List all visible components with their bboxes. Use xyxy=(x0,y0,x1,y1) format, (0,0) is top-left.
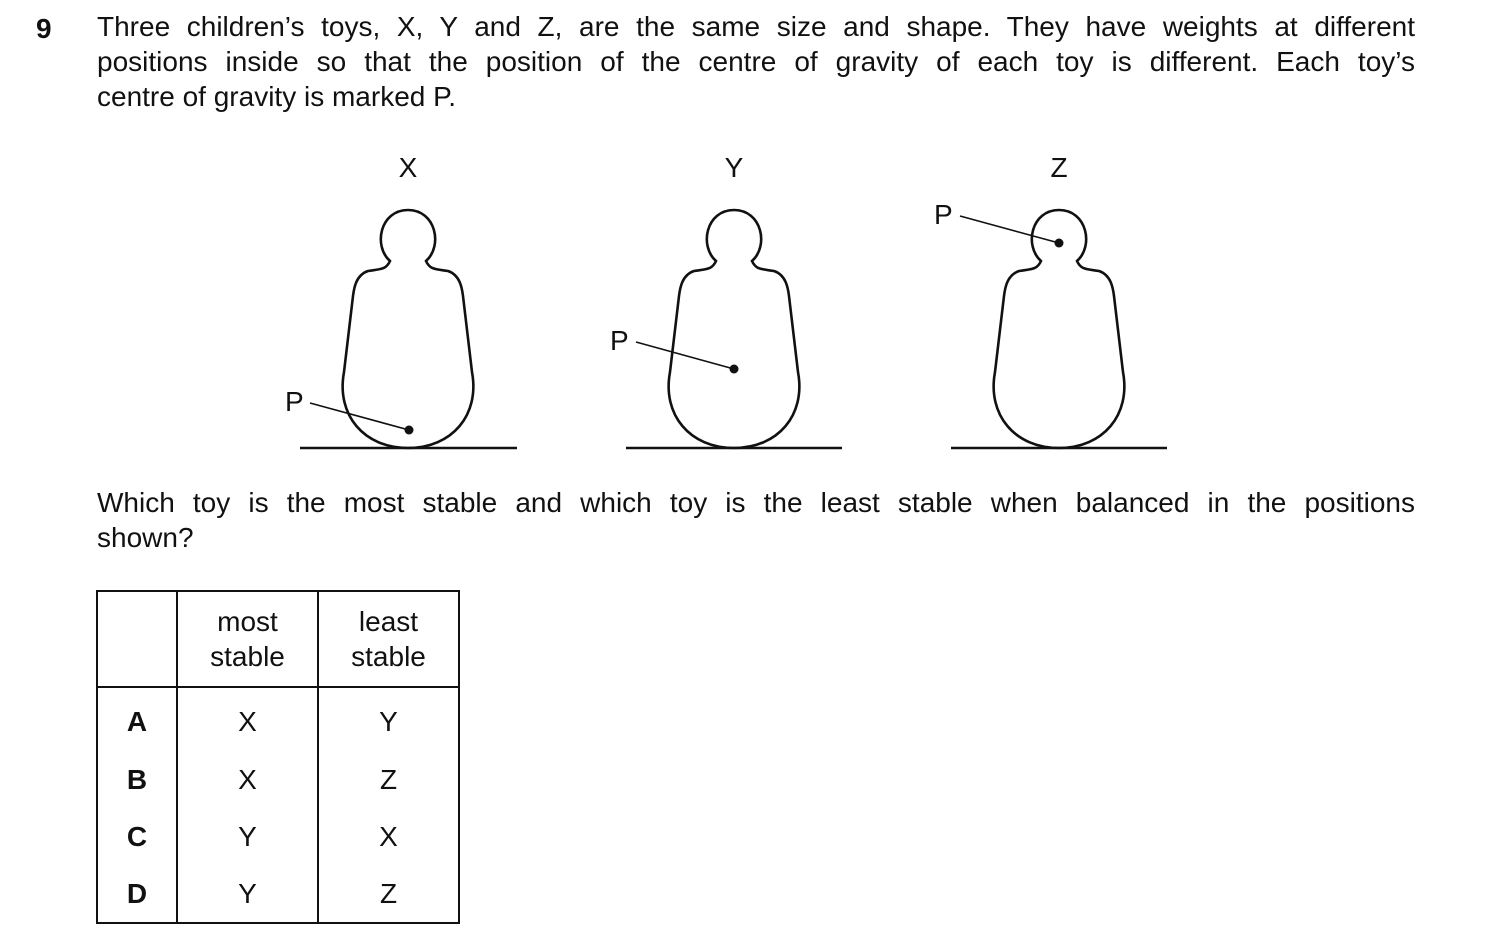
option-letter[interactable]: B xyxy=(97,751,177,808)
toy-x-centre-of-gravity xyxy=(405,426,414,435)
toy-y-centre-of-gravity xyxy=(730,365,739,374)
prompt-line-2: shown? xyxy=(97,522,194,553)
least-stable-value: Y xyxy=(318,687,459,751)
least-stable-value: Z xyxy=(318,865,459,923)
most-stable-value: Y xyxy=(177,808,318,865)
toy-x xyxy=(285,152,517,448)
toy-y-label: Y xyxy=(724,152,744,183)
toy-x-outline xyxy=(343,210,474,448)
header-most-line-1: most xyxy=(217,606,278,637)
answer-row-b[interactable] xyxy=(97,751,459,808)
toy-y-point-label: P xyxy=(610,325,629,356)
least-stable-value: X xyxy=(318,808,459,865)
toy-x-pointer xyxy=(310,403,409,430)
toy-z-label: Z xyxy=(1050,152,1068,183)
toy-z xyxy=(934,152,1167,448)
stem-line-1: Three children’s toys, X, Y and Z, are the same size and shape. They have weights at different xyxy=(97,11,1415,42)
most-stable-value: Y xyxy=(177,865,318,923)
answer-row-d[interactable] xyxy=(97,865,459,923)
toy-y-outline xyxy=(669,210,800,448)
option-letter[interactable]: C xyxy=(97,808,177,865)
least-stable-value: Z xyxy=(318,751,459,808)
question-number: 9 xyxy=(36,13,52,44)
option-letter[interactable]: A xyxy=(97,687,177,751)
stem-line-3: centre of gravity is marked P. xyxy=(97,81,456,112)
toy-y xyxy=(610,152,842,448)
toy-x-point-label: P xyxy=(285,386,304,417)
most-stable-value: X xyxy=(177,751,318,808)
toy-z-pointer xyxy=(960,216,1059,243)
toy-x-label: X xyxy=(398,152,418,183)
toy-y-pointer xyxy=(636,342,734,369)
header-most-stable xyxy=(177,591,318,687)
most-stable-value: X xyxy=(177,687,318,751)
prompt-line-1: Which toy is the most stable and which toy is the least stable when balanced in the positions xyxy=(97,487,1415,518)
answer-row-a[interactable] xyxy=(97,687,459,751)
option-letter[interactable]: D xyxy=(97,865,177,923)
header-least-stable xyxy=(318,591,459,687)
header-most-line-2: stable xyxy=(210,641,285,672)
question-prompt xyxy=(97,485,1415,555)
answer-row-c[interactable] xyxy=(97,808,459,865)
header-least-line-2: stable xyxy=(351,641,426,672)
stem-line-2: positions inside so that the position of the centre of gravity of each toy is different. Each toy’s xyxy=(97,46,1415,77)
answer-table-header xyxy=(97,591,459,687)
header-blank xyxy=(97,591,177,687)
toy-z-centre-of-gravity xyxy=(1055,239,1064,248)
header-least-line-1: least xyxy=(358,606,419,637)
toy-z-point-label: P xyxy=(934,199,953,230)
answer-table xyxy=(96,590,460,924)
